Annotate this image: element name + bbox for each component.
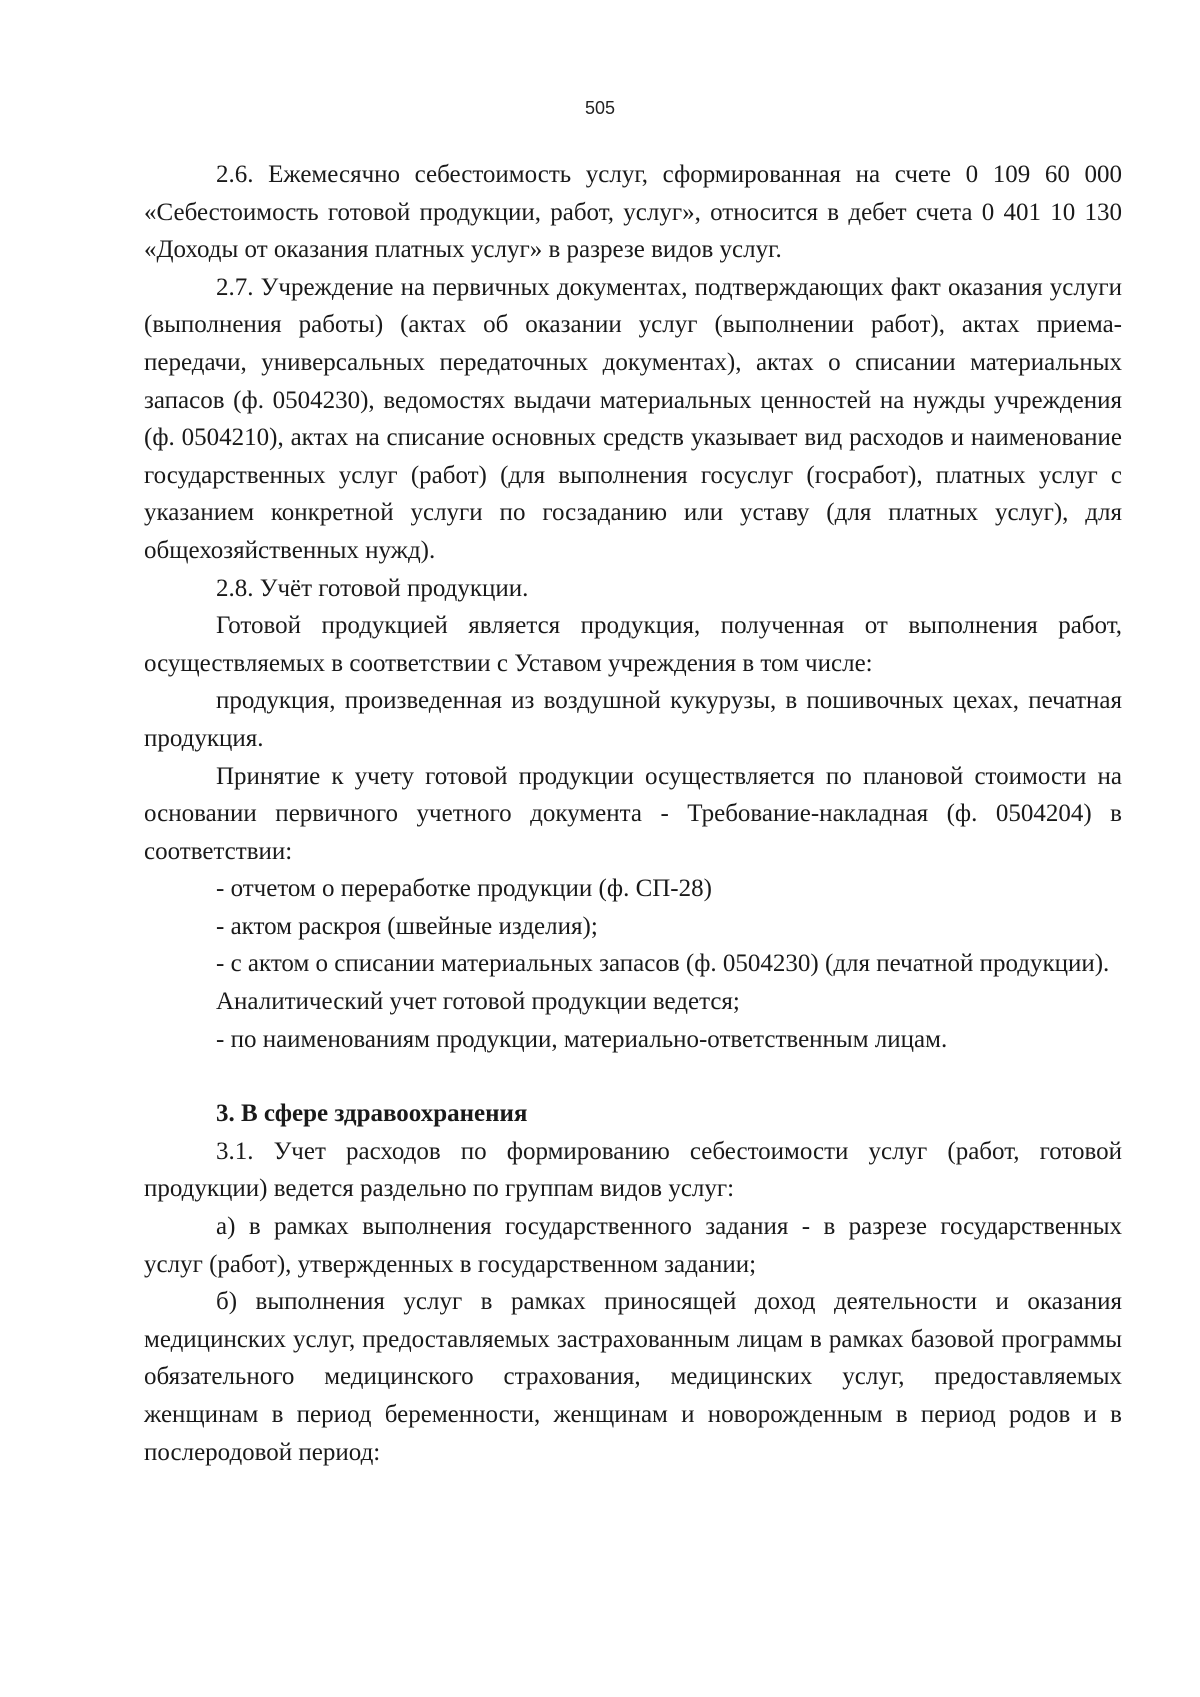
list-item-writeoff-act: - с актом о списании материальных запасов (ф. 0504230) (для печатной продукции). [216, 950, 1110, 978]
paragraph-analytic-accounting: Аналитический учет готовой продукции ведется; [216, 988, 740, 1016]
paragraph-2-8: 2.8. Учёт готовой продукции. [216, 574, 529, 602]
paragraph-products-list: продукция, произведенная из воздушной кукурузы, в пошивочных цехах, печатная продукция. [144, 687, 1122, 752]
section-heading-healthcare: 3. В сфере здравоохранения [216, 1100, 528, 1128]
list-item-b: б) выполнения услуг в рамках приносящей доход деятельности и оказания медицинских услуг, предоставляемых застрахованным лицам в рамках базовой программы обязательного медицинского страхования, медицинских услуг, предоставляемых женщинам в период беременности, женщинам и новорожденным в период родов и в послеродовой период: [144, 1288, 1122, 1466]
list-item-processing-report: - отчетом о переработке продукции (ф. СП-28) [216, 875, 712, 903]
paragraph-3-1: 3.1. Учет расходов по формированию себестоимости услуг (работ, готовой продукции) ведется раздельно по группам видов услуг: [144, 1137, 1122, 1203]
paragraph-2-6: 2.6. Ежемесячно себестоимость услуг, сформированная на счете 0 109 60 000 «Себестоимость готовой продукции, работ, услуг», относится в дебет счета 0 401 10 130 «Доходы от оказания платных услуг» в разрезе видов услуг. [144, 161, 1122, 264]
document-body [144, 156, 1122, 1471]
list-item-by-product-names: - по наименованиям продукции, материально-ответственным лицам. [216, 1025, 948, 1053]
paragraph-finished-products: Готовой продукцией является продукция, полученная от выполнения работ, осуществляемых в соответствии с Уставом учреждения в том числе: [144, 612, 1122, 677]
paragraph-2-7: 2.7. Учреждение на первичных документах, подтверждающих факт оказания услуги (выполнения работы) (актах об оказании услуг (выполнении работ), актах приема-передачи, универсальных передаточных документах), актах о списании материальных запасов (ф. 0504230), ведомостях выдачи материальных ценностей на нужды учреждения (ф. 0504210), актах на списание основных средств указывает вид расходов и наименование государственных услуг (работ) (для выполнения госуслуг (госработ), платных услуг с указанием конкретной услуги по госзаданию или уставу (для платных услуг), для общехозяйственных нужд). [144, 273, 1122, 564]
paragraph-acceptance: Принятие к учету готовой продукции осуществляется по плановой стоимости на основании первичного учетного документа - Требование-накладная (ф. 0504204) в соответствии: [144, 762, 1122, 865]
list-item-a: а) в рамках выполнения государственного задания - в разрезе государственных услуг (работ), утвержденных в государственном задании; [144, 1213, 1122, 1278]
list-item-cutting-act: - актом раскроя (швейные изделия); [216, 912, 598, 940]
page-number: 505 [584, 98, 616, 118]
